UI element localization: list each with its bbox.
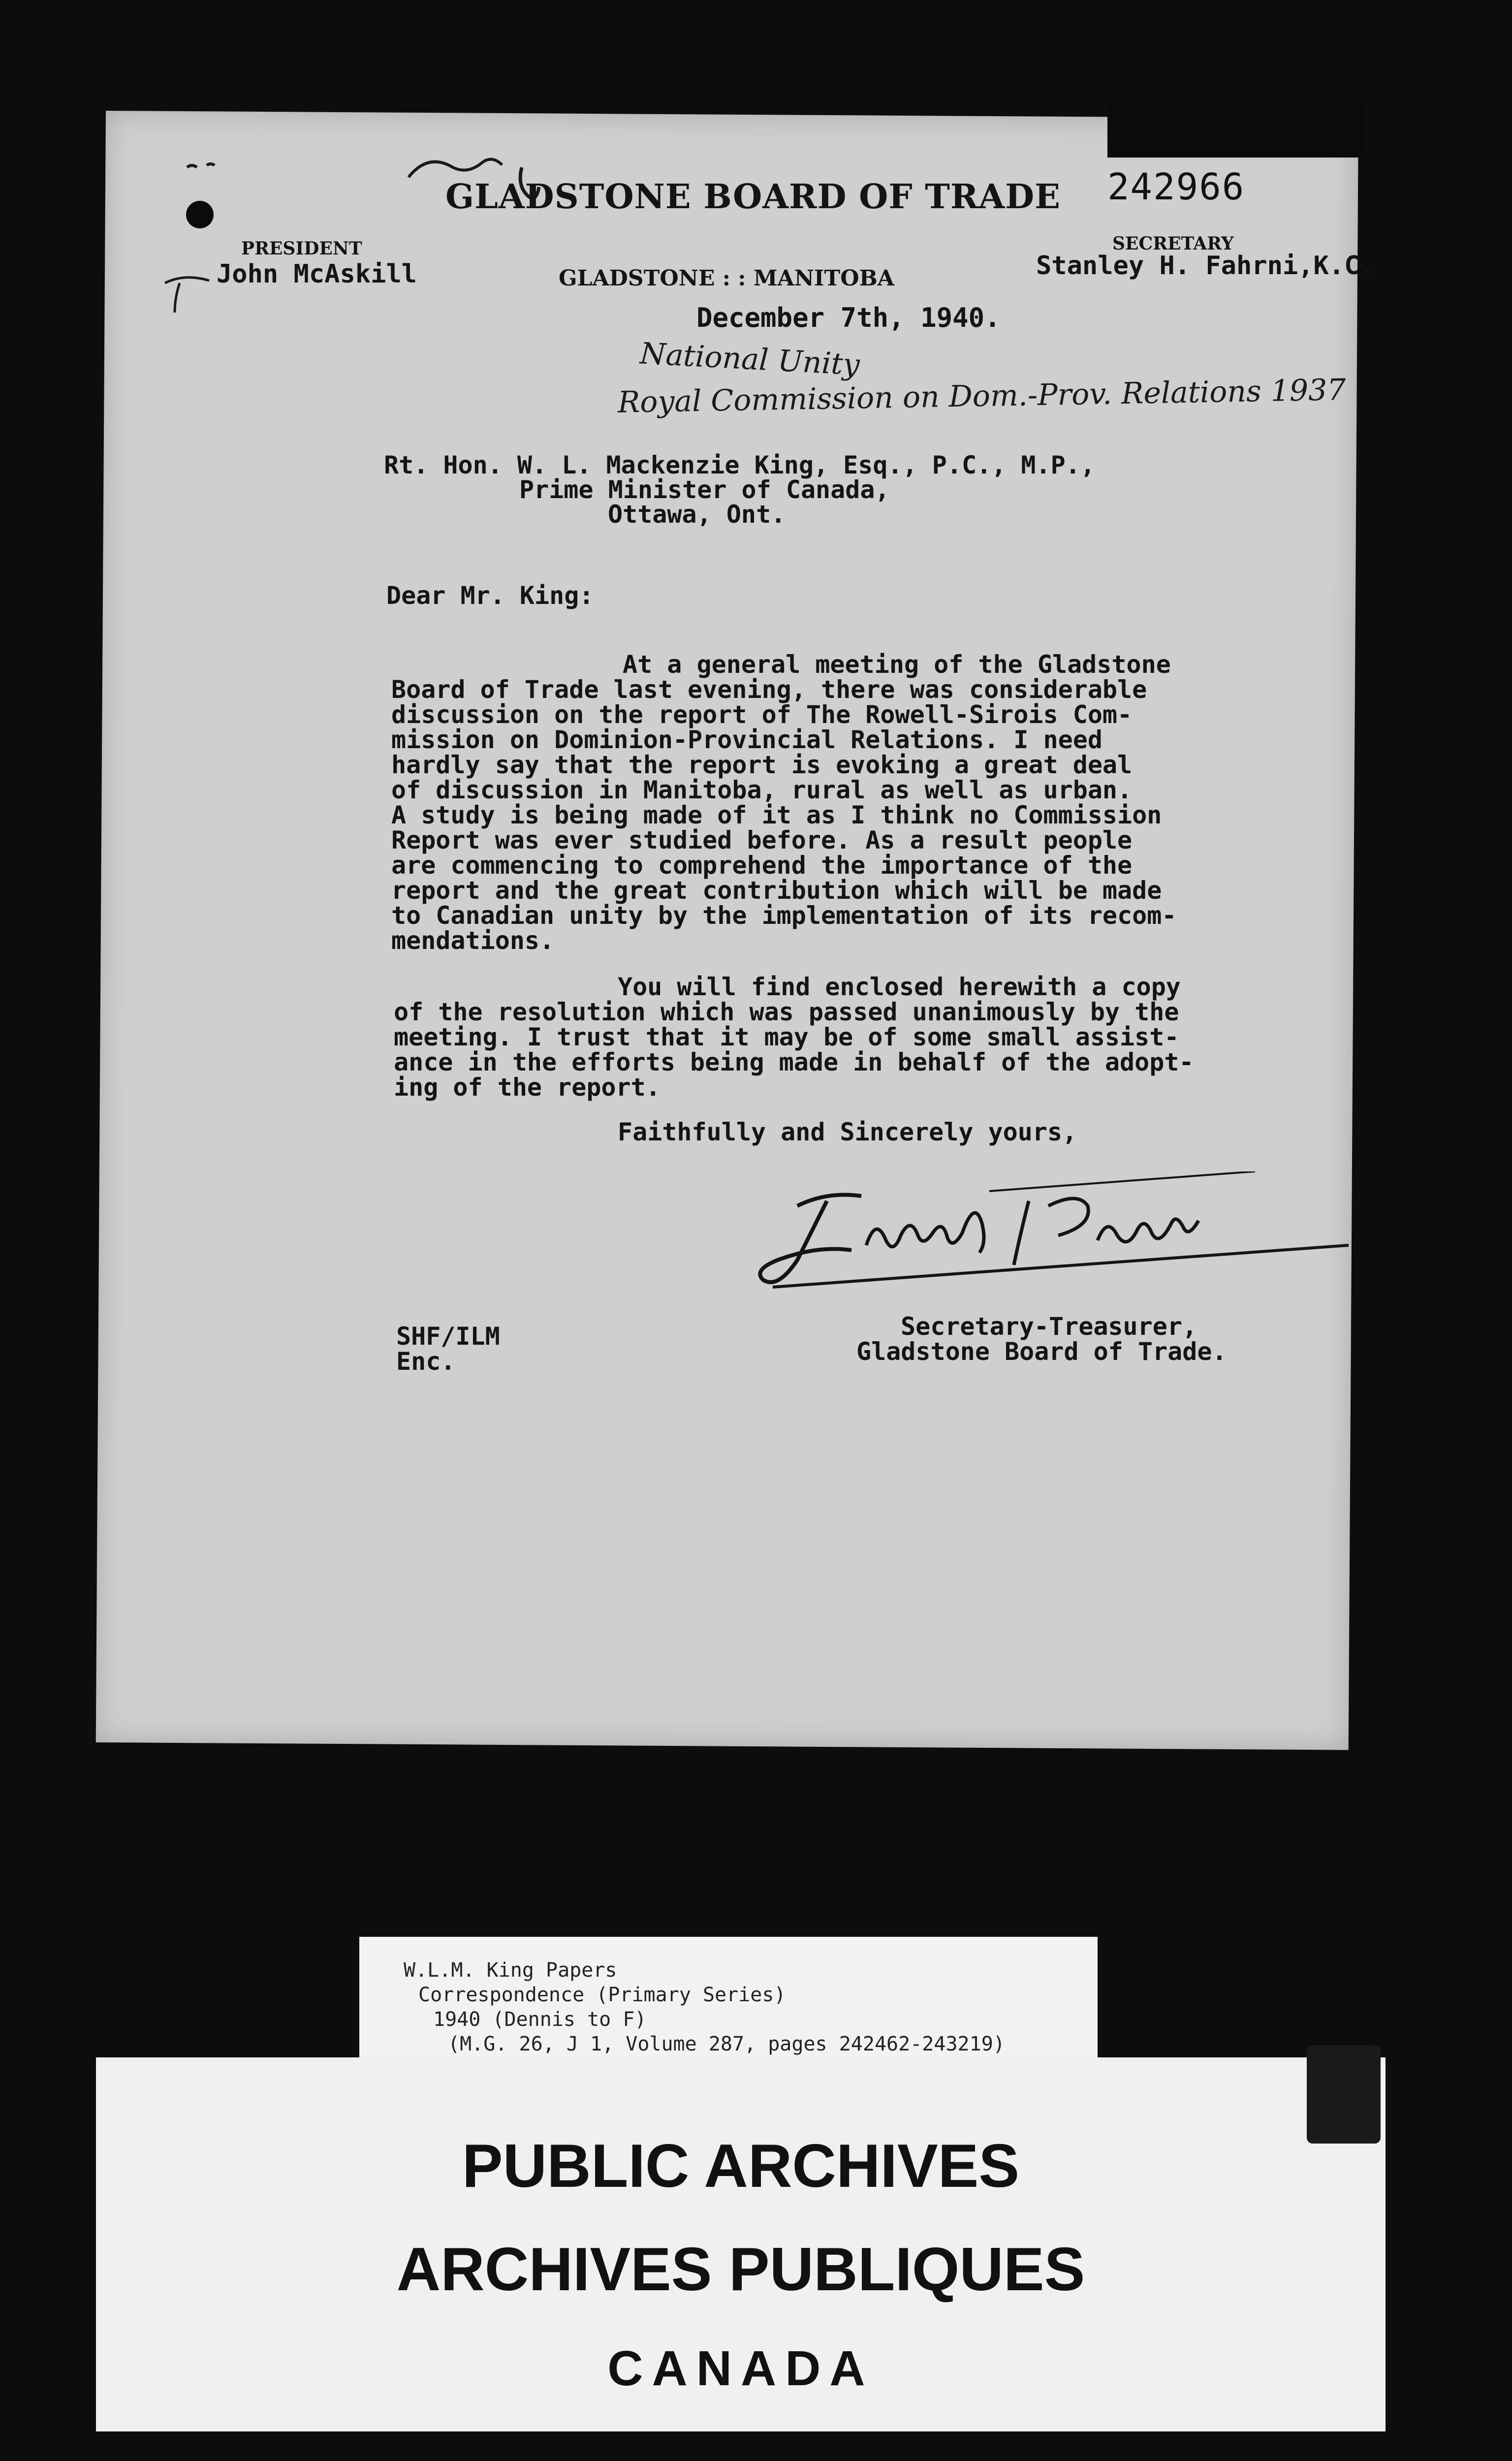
body-line: report and the great contribution which will be made: [391, 876, 1162, 905]
salutation: Dear Mr. King:: [386, 581, 594, 610]
slip-line-3: 1940 (Dennis to F): [433, 2008, 647, 2031]
handwritten-note-2: Royal Commission on Dom.-Prov. Relations 1937: [617, 373, 1347, 420]
president-label: PRESIDENT: [241, 238, 362, 259]
handwritten-signature: [753, 1171, 1363, 1309]
slip-line-4: (M.G. 26, J 1, Volume 287, pages 242462-243219): [448, 2033, 1005, 2055]
archive-number: 242966: [1107, 166, 1245, 208]
body-line: of the resolution which was passed unanimously by the: [394, 998, 1179, 1026]
letter-date: December 7th, 1940.: [696, 302, 1001, 333]
stamp-line-2: ARCHIVES PUBLIQUES: [396, 2236, 1085, 2303]
body-line: discussion on the report of The Rowell-Sirois Com-: [391, 700, 1133, 729]
body-line: You will find enclosed herewith a copy: [618, 973, 1181, 1001]
recipient-line-2: Prime Minister of Canada,: [519, 475, 890, 504]
archive-number-tab: [1107, 103, 1363, 158]
president-name: John McAskill: [217, 259, 417, 289]
body-line: mendations.: [391, 926, 555, 955]
body-line: meeting. I trust that it may be of some small assist-: [394, 1023, 1179, 1051]
letterhead-location: GLADSTONE : : MANITOBA: [559, 266, 894, 291]
slip-line-1: W.L.M. King Papers: [404, 1959, 617, 1982]
signatory-title-2: Gladstone Board of Trade.: [856, 1337, 1227, 1366]
signatory-title-1: Secretary-Treasurer,: [901, 1312, 1197, 1341]
reference-enclosure: Enc.: [396, 1347, 456, 1376]
secretary-name: Stanley H. Fahrni,K.C.: [1036, 251, 1375, 281]
body-line: of discussion in Manitoba, rural as well as urban.: [391, 776, 1133, 804]
letterhead-organization: GLADSTONE BOARD OF TRADE: [445, 177, 1061, 217]
body-line: ing of the report.: [394, 1073, 661, 1102]
stamp-line-3: CANADA: [607, 2341, 874, 2396]
recipient-line-1: Rt. Hon. W. L. Mackenzie King, Esq., P.C., M.P.,: [384, 451, 1095, 479]
signature-text: Stanley H. Fahrni: [753, 1171, 762, 1172]
body-line: to Canadian unity by the implementation of its recom-: [391, 901, 1177, 930]
recipient-line-3: Ottawa, Ont.: [608, 500, 786, 529]
body-line: hardly say that the report is evoking a great deal: [391, 751, 1133, 779]
closing: Faithfully and Sincerely yours,: [618, 1118, 1077, 1146]
slip-line-2: Correspondence (Primary Series): [418, 1984, 786, 2006]
body-line: Board of Trade last evening, there was considerable: [391, 675, 1147, 704]
handwritten-note-1: National Unity: [639, 336, 861, 382]
archive-slip: [359, 1937, 1098, 2062]
body-line: Report was ever studied before. As a result people: [391, 826, 1133, 854]
body-line: are commencing to comprehend the importance of the: [391, 851, 1133, 880]
stamp-tab: [1307, 2045, 1381, 2144]
public-archives-stamp: [96, 2057, 1386, 2431]
body-line: mission on Dominion-Provincial Relations. I need: [391, 726, 1102, 754]
handwritten-initial: [160, 268, 229, 317]
body-line: At a general meeting of the Gladstone: [623, 650, 1171, 679]
reference-initials: SHF/ILM: [396, 1322, 500, 1351]
secretary-label: SECRETARY: [1112, 233, 1234, 254]
stamp-line-1: PUBLIC ARCHIVES: [462, 2132, 1020, 2200]
body-line: ance in the efforts being made in behalf of the adopt-: [394, 1048, 1194, 1076]
body-line: A study is being made of it as I think no Commission: [391, 801, 1162, 829]
